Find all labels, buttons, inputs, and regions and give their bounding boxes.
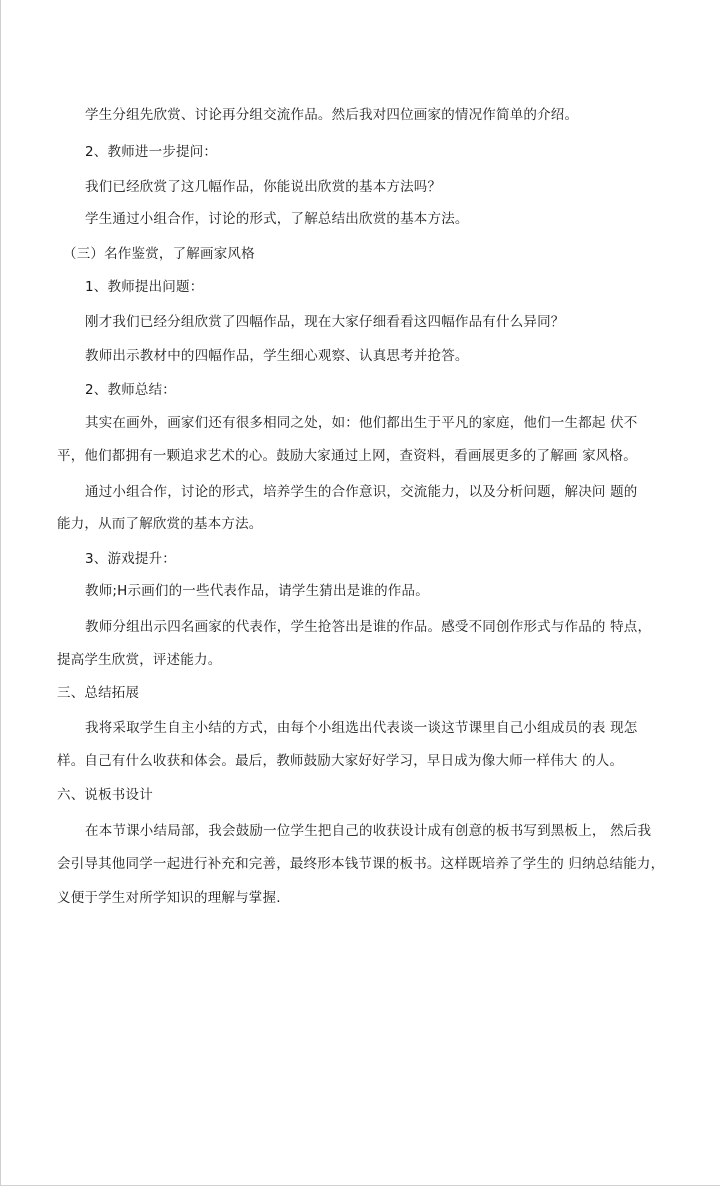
section-heading: （三）名作鉴赏，了解画家风格	[63, 246, 255, 262]
paragraph-line: 义便于学生对所学知识的理解与掌握.	[57, 890, 281, 906]
paragraph-line: 刚才我们已经分组欣赏了四幅作品，现在大家仔细看看这四幅作品有什么异同？	[85, 314, 565, 330]
paragraph-line: 平，他们都拥有一颗追求艺术的心。鼓励大家通过上网，查资料，看画展更多的了解画 家风格。	[57, 448, 637, 464]
paragraph-line: 提高学生欣赏，评述能力。	[57, 652, 222, 668]
paragraph-line: 教师;H示画们的一些代表作品，请学生猜出是谁的作品。	[85, 583, 429, 599]
paragraph-line: 在本节课小结局部，我会鼓励一位学生把自己的收获设计成有创意的板书写到黑板上， 然后我	[85, 823, 652, 839]
paragraph-line: 会引导其他同学一起进行补充和完善，最终形本钱节课的板书。这样既培养了学生的 归纳总结能力，	[57, 856, 665, 872]
subheading: 2、教师进一步提问：	[85, 144, 218, 160]
section-heading: 三、总结拓展	[57, 685, 140, 701]
paragraph-line: 学生分组先欣赏、讨论再分组交流作品。然后我对四位画家的情况作简单的介绍。	[85, 107, 579, 123]
paragraph-line: 通过小组合作，讨论的形式，培养学生的合作意识，交流能力，以及分析问题，解决问 题的	[85, 484, 638, 500]
subheading: 1、教师提出问题：	[85, 279, 204, 295]
paragraph-line: 教师分组出示四名画家的代表作，学生抢答出是谁的作品。感受不同创作形式与作品的 特点，	[85, 619, 652, 635]
subheading: 2、教师总结：	[85, 382, 176, 398]
paragraph-line: 能力，从而了解欣赏的基本方法。	[57, 516, 263, 532]
paragraph-line: 样。自己有什么收获和体会。最后，教师鼓励大家好好学习，早日成为像大师一样伟大 的人。	[57, 753, 624, 769]
paragraph-line: 教师出示教材中的四幅作品，学生细心观察、认真思考并抢答。	[85, 348, 469, 364]
subheading: 3、游戏提升：	[85, 551, 176, 567]
section-heading: 六、说板书设计	[57, 787, 153, 803]
paragraph-line: 我将采取学生自主小结的方式，由每个小组选出代表谈一谈这节课里自己小组成员的表 现怎	[85, 720, 638, 736]
paragraph-line: 学生通过小组合作，讨论的形式，了解总结出欣赏的基本方法。	[85, 211, 469, 227]
paragraph-line: 我们已经欣赏了这几幅作品，你能说出欣赏的基本方法吗？	[85, 179, 442, 195]
paragraph-line: 其实在画外，画家们还有很多相同之处，如：他们都出生于平凡的家庭，他们一生都起 伏不	[85, 415, 638, 431]
